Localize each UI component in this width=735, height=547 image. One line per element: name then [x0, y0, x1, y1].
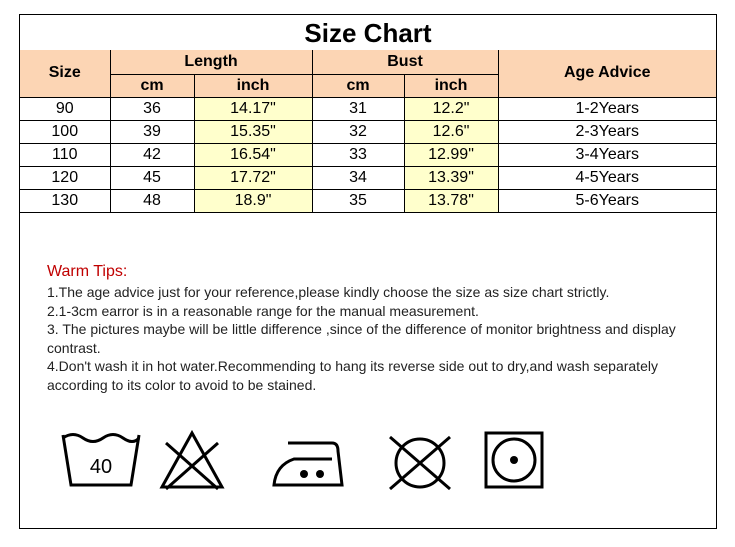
warm-tips — [47, 263, 707, 394]
cell-length-inch: 15.35" — [194, 120, 312, 143]
header-size: Size — [20, 50, 110, 97]
chart-title: Size Chart — [20, 15, 716, 51]
cell-length-cm: 45 — [110, 166, 194, 189]
table-row — [20, 189, 716, 212]
cell-size: 90 — [20, 97, 110, 120]
cell-bust-inch: 13.78" — [404, 189, 498, 212]
cell-age: 3-4Years — [498, 143, 716, 166]
table-row — [20, 97, 716, 120]
cell-length-inch: 17.72" — [194, 166, 312, 189]
tip-item: 4.Don't wash it in hot water.Recommending to hang its reverse side out to dry,and wash separately according to its color to avoid to be stained. — [47, 358, 658, 393]
tip-item: 2.1-3cm earror is in a reasonable range for the manual measurement. — [47, 302, 479, 319]
tip-item: 3. The pictures maybe will be little difference ,since of the difference of monitor brightness and display contrast. — [47, 321, 676, 356]
cell-bust-inch: 12.2" — [404, 97, 498, 120]
wash-temperature-label: 40 — [89, 456, 113, 478]
cell-length-cm: 48 — [110, 189, 194, 212]
cell-age: 4-5Years — [498, 166, 716, 189]
cell-bust-inch: 13.39" — [404, 166, 498, 189]
cell-age: 5-6Years — [498, 189, 716, 212]
header-age-advice: Age Advice — [498, 50, 716, 97]
tips-title: Warm Tips: — [47, 263, 128, 280]
cell-bust-cm: 34 — [312, 166, 404, 189]
tip-item: 1.The age advice just for your reference,please kindly choose the size as size chart strictly. — [47, 284, 610, 300]
header-length-inch: inch — [194, 74, 312, 97]
iron-medium-icon — [270, 429, 346, 491]
cell-size: 130 — [20, 189, 110, 212]
cell-length-cm: 42 — [110, 143, 194, 166]
cell-length-inch: 14.17" — [194, 97, 312, 120]
cell-bust-inch: 12.6" — [404, 120, 498, 143]
cell-bust-cm: 33 — [312, 143, 404, 166]
cell-size: 100 — [20, 120, 110, 143]
cell-bust-cm: 31 — [312, 97, 404, 120]
header-bust-cm: cm — [312, 74, 404, 97]
header-length-cm: cm — [110, 74, 194, 97]
header-bust-inch: inch — [404, 74, 498, 97]
cell-bust-inch: 12.99" — [404, 143, 498, 166]
cell-length-cm: 36 — [110, 97, 194, 120]
cell-length-inch: 18.9" — [194, 189, 312, 212]
table-row — [20, 143, 716, 166]
tumble-dry-low-icon — [482, 429, 546, 491]
cell-age: 1-2Years — [498, 97, 716, 120]
cell-bust-cm: 35 — [312, 189, 404, 212]
cell-size: 120 — [20, 166, 110, 189]
size-table — [20, 50, 716, 213]
cell-size: 110 — [20, 143, 110, 166]
cell-length-inch: 16.54" — [194, 143, 312, 166]
cell-bust-cm: 32 — [312, 120, 404, 143]
header-length: Length — [110, 50, 312, 74]
size-chart-frame — [19, 14, 717, 529]
do-not-bleach-icon — [158, 429, 226, 491]
cell-length-cm: 39 — [110, 120, 194, 143]
care-icons — [58, 429, 538, 505]
do-not-dry-clean-icon — [384, 429, 456, 491]
wash-40-icon — [60, 429, 142, 487]
table-row — [20, 166, 716, 189]
header-bust: Bust — [312, 50, 498, 74]
cell-age: 2-3Years — [498, 120, 716, 143]
table-row — [20, 120, 716, 143]
